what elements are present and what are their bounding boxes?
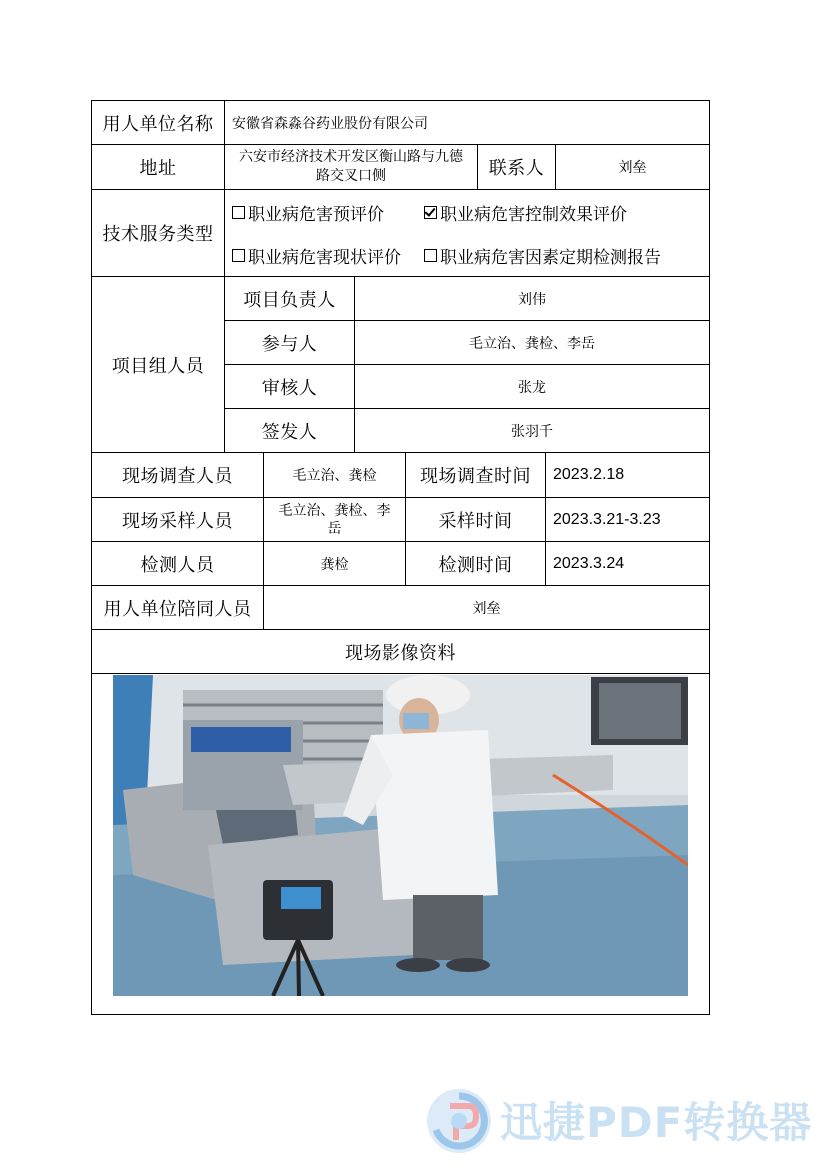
survey-staff-value: 毛立治、龚检 <box>292 468 377 484</box>
accompany-label: 用人单位陪同人员 <box>103 598 252 620</box>
checkbox-checked-icon <box>424 206 437 219</box>
service-option-pre-evaluation[interactable] <box>232 200 384 224</box>
address-line2: 路交叉口侧 <box>316 168 386 184</box>
service-option-label: 职业病危害因素定期检测报告 <box>440 247 661 268</box>
sampling-time-label: 采样时间 <box>438 510 513 532</box>
service-option-label: 职业病危害控制效果评价 <box>440 204 627 225</box>
checkbox-unchecked-icon <box>232 206 245 219</box>
team-role: 签发人 <box>261 421 318 443</box>
watermark-text: 迅捷PDF转换器 <box>500 1098 813 1147</box>
team-role: 项目负责人 <box>243 289 336 311</box>
team-name: 张龙 <box>518 379 546 396</box>
sampling-staff-line1: 毛立治、龚检、李 <box>278 502 391 519</box>
accompany-value: 刘垒 <box>472 600 501 617</box>
address-value <box>224 144 478 190</box>
service-option-status-evaluation[interactable] <box>232 243 401 267</box>
survey-time-label: 现场调查时间 <box>420 466 531 487</box>
photo-section-label: 现场影像资料 <box>345 642 456 664</box>
team-role: 审核人 <box>261 377 318 399</box>
team-name: 刘伟 <box>518 291 546 308</box>
watermark-logo-icon <box>426 1088 492 1154</box>
employer-label: 用人单位名称 <box>102 113 214 135</box>
survey-staff-label: 现场调查人员 <box>122 466 233 487</box>
team-role: 参与人 <box>261 333 318 355</box>
address-label: 地址 <box>139 158 177 179</box>
site-photo <box>113 675 688 996</box>
sampling-staff-label: 现场采样人员 <box>122 510 233 532</box>
checkbox-unchecked-icon <box>424 249 437 262</box>
contact-label: 联系人 <box>488 158 545 179</box>
checkbox-unchecked-icon <box>232 249 245 262</box>
testing-time-value: 2023.3.24 <box>553 554 625 572</box>
testing-time-label: 检测时间 <box>438 554 513 576</box>
contact-value: 刘垒 <box>618 160 647 176</box>
service-option-label: 职业病危害预评价 <box>248 204 384 225</box>
sampling-staff-value <box>263 497 406 542</box>
service-option-label: 职业病危害现状评价 <box>248 247 401 268</box>
team-name: 毛立治、龚检、李岳 <box>469 335 595 352</box>
service-option-periodic-testing[interactable] <box>424 243 661 267</box>
service-option-control-effect[interactable] <box>424 200 627 224</box>
sampling-time-value: 2023.3.21-3.23 <box>553 510 661 528</box>
testing-staff-label: 检测人员 <box>140 554 215 576</box>
service-type-label: 技术服务类型 <box>102 224 214 245</box>
team-label: 项目组人员 <box>111 355 205 377</box>
survey-time-value: 2023.2.18 <box>553 466 625 483</box>
address-line1: 六安市经济技术开发区衡山路与九德 <box>239 149 463 165</box>
testing-staff-value: 龚检 <box>320 556 349 573</box>
employer-value: 安徽省森淼谷药业股份有限公司 <box>232 115 428 132</box>
team-name: 张羽千 <box>511 423 553 440</box>
sampling-staff-line2: 岳 <box>327 520 342 537</box>
